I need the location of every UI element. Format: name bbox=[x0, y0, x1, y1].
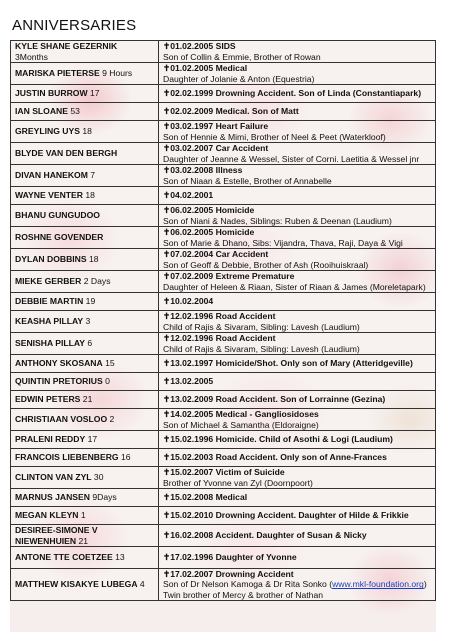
table-row bbox=[11, 489, 436, 507]
family-line: Son of Niaan & Estelle, Brother of Annabelle bbox=[163, 175, 332, 186]
family-line: Brother of Yvonne van Zyl (Doornpoort) bbox=[163, 477, 313, 488]
date-line: ✝15.02.2010 Drowning Accident. Daughter of Hilde & Frikkie bbox=[163, 510, 409, 521]
date-line: ✝07.02.2009 Extreme Premature bbox=[163, 271, 295, 282]
person-age: 18 bbox=[82, 190, 95, 201]
person-name: EDWIN PETERS bbox=[15, 394, 81, 405]
date-line: ✝15.02.2003 Road Accident. Only son of Anne-Frances bbox=[163, 452, 387, 463]
details-cell bbox=[159, 373, 436, 391]
date-line: ✝12.02.1996 Road Accident bbox=[163, 311, 276, 322]
person-name: QUINTIN PRETORIUS bbox=[15, 376, 103, 387]
details-cell bbox=[159, 143, 436, 165]
person-cell bbox=[11, 449, 159, 467]
person-age: 19 bbox=[83, 296, 96, 307]
date-line: ✝03.02.1997 Heart Failure bbox=[163, 121, 269, 132]
table-row bbox=[11, 187, 436, 205]
person-name: MEGAN KLEYN bbox=[15, 510, 79, 521]
date-line: ✝07.02.2004 Car Accident bbox=[163, 249, 269, 260]
date-line: ✝03.02.2007 Car Accident bbox=[163, 143, 269, 154]
date-line: ✝17.02.1996 Daughter of Yvonne bbox=[163, 552, 297, 563]
family-line: Son of Hennie & Mimi, Brother of Neel & Peet (Waterkloof) bbox=[163, 131, 386, 142]
person-cell bbox=[11, 63, 159, 85]
date-line: ✝06.02.2005 Homicide bbox=[163, 227, 255, 238]
table-row bbox=[11, 391, 436, 409]
person-age: 7 bbox=[87, 170, 96, 181]
person-cell bbox=[11, 467, 159, 489]
family-line: Daughter of Jeanne & Wessel, Sister of Corni. Laetitia & Wessel jnr bbox=[163, 153, 420, 164]
details-cell bbox=[159, 547, 436, 569]
date-line: ✝10.02.2004 bbox=[163, 296, 214, 307]
person-name: BHANU GUNGUDOO bbox=[15, 210, 100, 221]
person-name: DIVAN HANEKOM bbox=[15, 170, 88, 181]
person-cell bbox=[11, 143, 159, 165]
person-age: 18 bbox=[86, 254, 99, 265]
person-cell bbox=[11, 85, 159, 103]
details-cell bbox=[159, 293, 436, 311]
table-row bbox=[11, 103, 436, 121]
person-cell bbox=[11, 41, 159, 63]
person-age: 4 bbox=[137, 579, 145, 590]
date-line: ✝06.02.2005 Homicide bbox=[163, 205, 255, 216]
date-line: ✝17.02.2007 Drowning Accident bbox=[163, 569, 294, 579]
person-cell bbox=[11, 227, 159, 249]
details-cell bbox=[159, 63, 436, 85]
person-cell bbox=[11, 271, 159, 293]
family-line: Son of Niani & Nades, Siblings: Ruben & Deenan (Laudium) bbox=[163, 215, 392, 226]
page-title: ANNIVERSARIES bbox=[12, 17, 137, 34]
table-row bbox=[11, 165, 436, 187]
person-name: ANTONE TTE COETZEE bbox=[15, 552, 113, 563]
person-name: DESIREE-SIMONE V NIEWENHUIEN bbox=[15, 525, 98, 546]
table-row bbox=[11, 85, 436, 103]
person-name: MARISKA PIETERSE bbox=[15, 68, 100, 79]
date-line: ✝03.02.2008 Illness bbox=[163, 165, 243, 176]
details-cell bbox=[159, 525, 436, 547]
person-age: 53 bbox=[68, 106, 80, 117]
details-cell bbox=[159, 489, 436, 507]
person-cell bbox=[11, 311, 159, 333]
table-row bbox=[11, 311, 436, 333]
person-name: BLYDE VAN DEN BERGH bbox=[15, 148, 118, 159]
person-name: MARNUS JANSEN bbox=[15, 492, 90, 503]
table-row bbox=[11, 293, 436, 311]
person-cell bbox=[11, 165, 159, 187]
family-line: Son of Michael & Samantha (Eldoraigne) bbox=[163, 419, 319, 430]
person-age: 0 bbox=[102, 376, 110, 387]
person-name: PRALENI REDDY bbox=[15, 434, 86, 445]
table-row bbox=[11, 409, 436, 431]
details-cell bbox=[159, 85, 436, 103]
details-cell bbox=[159, 467, 436, 489]
details-cell bbox=[159, 205, 436, 227]
person-cell bbox=[11, 391, 159, 409]
person-name: DYLAN DOBBINS bbox=[15, 254, 87, 265]
person-name: JUSTIN BURROW bbox=[15, 88, 88, 99]
table-row bbox=[11, 227, 436, 249]
person-cell bbox=[11, 409, 159, 431]
person-cell bbox=[11, 355, 159, 373]
table-row bbox=[11, 355, 436, 373]
person-cell bbox=[11, 187, 159, 205]
person-name: FRANCOIS LIEBENBERG bbox=[15, 452, 119, 463]
family-line-tail: ) Twin brother of Mercy & brother of Nathan bbox=[163, 579, 427, 600]
date-line: ✝16.02.2008 Accident. Daughter of Susan & Nicky bbox=[163, 530, 367, 541]
person-cell bbox=[11, 293, 159, 311]
family-line: Daughter of Jolanie & Anton (Equestria) bbox=[163, 73, 315, 84]
person-age: 17 bbox=[85, 434, 98, 445]
table-row bbox=[11, 547, 436, 569]
details-cell bbox=[159, 449, 436, 467]
person-name: DEBBIE MARTIN bbox=[15, 296, 84, 307]
person-cell bbox=[11, 249, 159, 271]
person-age: 21 bbox=[80, 394, 93, 405]
person-name: KYLE SHANE GEZERNIK bbox=[15, 41, 118, 52]
details-cell bbox=[159, 249, 436, 271]
person-cell bbox=[11, 489, 159, 507]
date-line: ✝02.02.2009 Medical. Son of Matt bbox=[163, 106, 299, 117]
table-row bbox=[11, 121, 436, 143]
details-cell bbox=[159, 409, 436, 431]
person-cell bbox=[11, 431, 159, 449]
person-age: 13 bbox=[112, 552, 125, 563]
person-cell bbox=[11, 569, 159, 601]
date-line: ✝01.02.2005 Medical bbox=[163, 63, 248, 74]
date-line: ✝15.02.1996 Homicide. Child of Asothi & Logi (Laudium) bbox=[163, 434, 393, 445]
table-row bbox=[11, 41, 436, 63]
person-name: SENISHA PILLAY bbox=[15, 338, 86, 349]
details-cell bbox=[159, 41, 436, 63]
table-row bbox=[11, 143, 436, 165]
person-name: MATTHEW KISAKYE LUBEGA bbox=[15, 579, 138, 590]
family-line: Son of Dr Nelson Kamoga & Dr Rita Sonko ( bbox=[163, 579, 333, 590]
details-cell bbox=[159, 431, 436, 449]
person-age: 2 Days bbox=[81, 276, 111, 287]
date-line: ✝14.02.2005 Medical - Gangliosidoses bbox=[163, 409, 319, 420]
person-cell bbox=[11, 205, 159, 227]
table-row bbox=[11, 271, 436, 293]
table-row bbox=[11, 525, 436, 547]
family-line: Son of Geoff & Debbie, Brother of Ash (Rooihuiskraal) bbox=[163, 259, 369, 270]
person-age: 30 bbox=[91, 472, 104, 483]
details-cell bbox=[159, 103, 436, 121]
person-age: 6 bbox=[85, 338, 93, 349]
anniversaries-table bbox=[10, 40, 436, 601]
person-name: CLINTON VAN ZYL bbox=[15, 472, 92, 483]
person-cell bbox=[11, 547, 159, 569]
details-cell bbox=[159, 391, 436, 409]
date-line: ✝02.02.1999 Drowning Accident. Son of Linda (Constantiapark) bbox=[163, 88, 422, 99]
person-age: 1 bbox=[78, 510, 86, 521]
person-cell bbox=[11, 121, 159, 143]
family-line: Child of Rajis & Sivaram, Sibling: Lavesh (Laudium) bbox=[163, 321, 360, 332]
person-age: 16 bbox=[118, 452, 131, 463]
person-age: 9Days bbox=[89, 492, 117, 503]
table-row bbox=[11, 373, 436, 391]
person-name: WAYNE VENTER bbox=[15, 190, 83, 201]
table-row bbox=[11, 249, 436, 271]
person-name: KEASHA PILLAY bbox=[15, 316, 84, 327]
person-cell bbox=[11, 525, 159, 547]
person-cell bbox=[11, 333, 159, 355]
date-line: ✝13.02.1997 Homicide/Shot. Only son of Mary (Atteridgeville) bbox=[163, 358, 413, 369]
person-name: ROSHNE GOVENDER bbox=[15, 232, 104, 243]
table-row bbox=[11, 205, 436, 227]
person-age: 21 bbox=[76, 535, 89, 546]
date-line: ✝04.02.2001 bbox=[163, 190, 214, 201]
person-age: 3 bbox=[83, 316, 91, 327]
date-line: ✝01.02.2005 SIDS bbox=[163, 41, 236, 52]
details-cell bbox=[159, 311, 436, 333]
person-age: 3Months bbox=[15, 51, 48, 62]
family-line: Daughter of Heleen & Riaan, Sister of Riaan & James (Moreletapark) bbox=[163, 281, 426, 292]
date-line: ✝15.02.2008 Medical bbox=[163, 492, 248, 503]
details-cell bbox=[159, 507, 436, 525]
person-cell bbox=[11, 373, 159, 391]
table-row bbox=[11, 63, 436, 85]
person-name: GREYLING UYS bbox=[15, 126, 80, 137]
person-age: 15 bbox=[102, 358, 115, 369]
details-cell bbox=[159, 333, 436, 355]
person-age: 2 bbox=[107, 414, 115, 425]
person-cell bbox=[11, 507, 159, 525]
details-cell bbox=[159, 227, 436, 249]
date-line: ✝15.02.2007 Victim of Suicide bbox=[163, 467, 285, 478]
details-cell bbox=[159, 271, 436, 293]
person-age: 18 bbox=[79, 126, 92, 137]
person-age: 9 Hours bbox=[99, 68, 133, 79]
table-row bbox=[11, 467, 436, 489]
date-line: ✝13.02.2009 Road Accident. Son of Lorrainne (Gezina) bbox=[163, 394, 386, 405]
table-row bbox=[11, 333, 436, 355]
details-cell bbox=[159, 165, 436, 187]
family-line: Child of Rajis & Sivaram, Sibling: Lavesh (Laudium) bbox=[163, 343, 360, 354]
table-row bbox=[11, 507, 436, 525]
details-cell bbox=[159, 355, 436, 373]
person-cell bbox=[11, 103, 159, 121]
table-row bbox=[11, 569, 436, 601]
details-cell bbox=[159, 569, 436, 601]
family-line: Son of Marie & Dhano, Sibs: Vijandra, Thava, Raji, Daya & Vigi bbox=[163, 237, 403, 248]
date-line: ✝13.02.2005 bbox=[163, 376, 214, 387]
date-line: ✝12.02.1996 Road Accident bbox=[163, 333, 276, 344]
table-row bbox=[11, 449, 436, 467]
family-line: Son of Collin & Emmie, Brother of Rowan bbox=[163, 51, 321, 62]
person-name: ANTHONY SKOSANA bbox=[15, 358, 103, 369]
details-cell bbox=[159, 187, 436, 205]
person-name: IAN SLOANE bbox=[15, 106, 68, 117]
table-row bbox=[11, 431, 436, 449]
details-cell bbox=[159, 121, 436, 143]
person-name: CHRISTIAAN VOSLOO bbox=[15, 414, 108, 425]
person-age: 17 bbox=[87, 88, 100, 99]
foundation-link[interactable]: www.mkl-foundation.org bbox=[332, 579, 424, 590]
person-name: MIEKE GERBER bbox=[15, 276, 82, 287]
